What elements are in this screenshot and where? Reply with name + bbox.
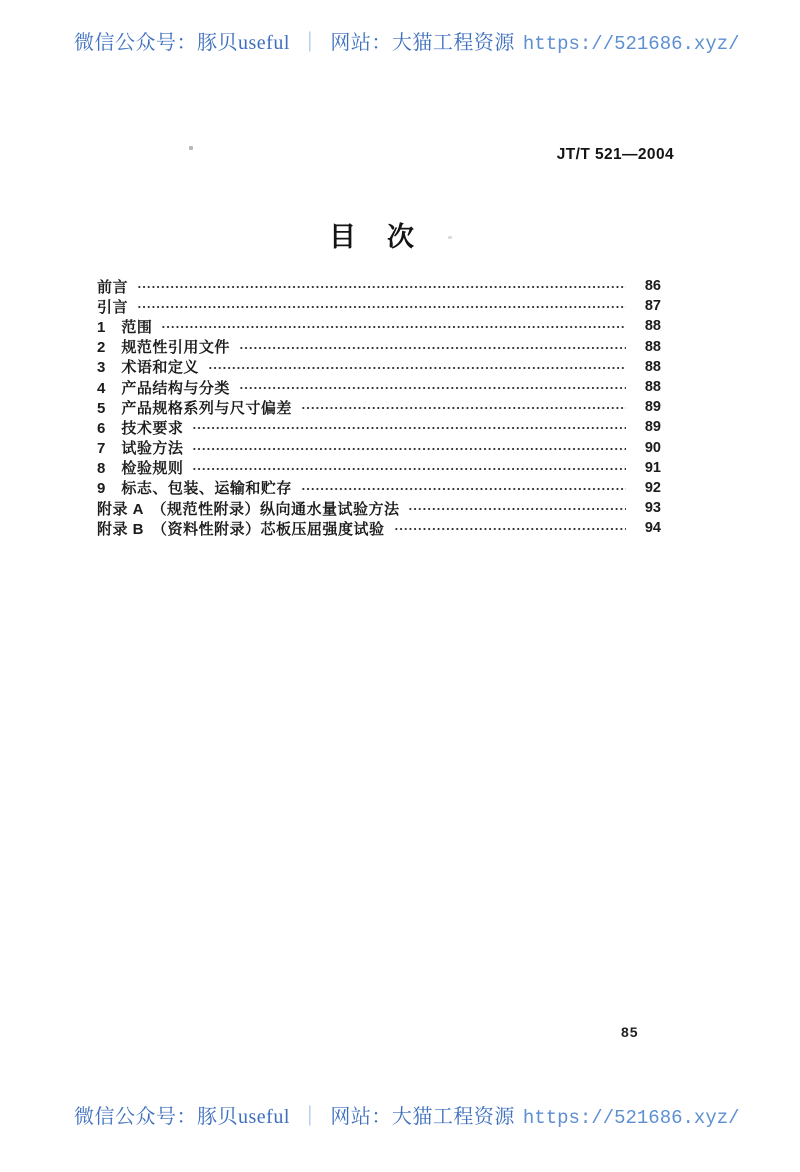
- dot-leader: [239, 342, 626, 354]
- wechat-account: 豚贝useful: [197, 1106, 290, 1128]
- toc-entry: [97, 417, 661, 437]
- toc-entry: [97, 377, 661, 397]
- watermark-top: [74, 26, 774, 55]
- dot-leader: [137, 281, 626, 293]
- site-url: https://521686.xyz/: [522, 33, 740, 55]
- wechat-label: 微信公众号：: [74, 1106, 197, 1128]
- toc-entry: [97, 498, 661, 518]
- toc-entry-page: 91: [644, 459, 661, 476]
- site-url: https://521686.xyz/: [522, 1107, 740, 1129]
- dot-leader: [137, 301, 626, 313]
- page-number: 85: [621, 1024, 639, 1040]
- toc-entry-label: 6 技术要求: [97, 419, 184, 437]
- toc-entry: [97, 397, 661, 417]
- watermark-separator: ｜: [299, 32, 321, 54]
- wechat-account: 豚贝useful: [197, 32, 290, 54]
- dot-leader: [192, 463, 626, 475]
- scan-speck: [189, 146, 193, 150]
- dot-leader: [301, 483, 626, 495]
- toc-entry-page: 88: [644, 338, 661, 355]
- toc-entry: [97, 478, 661, 498]
- dot-leader: [192, 422, 626, 434]
- toc-entry-page: 92: [644, 479, 661, 496]
- dot-leader: [208, 362, 626, 374]
- toc-entry-page: 94: [644, 520, 661, 537]
- toc-entry-label: 8 检验规则: [97, 460, 184, 478]
- toc-entry-label: 3 术语和定义: [97, 359, 199, 377]
- toc-entry-page: 89: [644, 419, 661, 436]
- watermark-separator: ｜: [299, 1106, 321, 1128]
- dot-leader: [301, 402, 626, 414]
- dot-leader: [239, 382, 626, 394]
- dot-leader: [394, 523, 626, 535]
- site-label: 网站：: [330, 1106, 392, 1128]
- page-title: 目 次: [329, 222, 416, 252]
- toc-entry: [97, 518, 661, 538]
- doc-code: JT/T 521—2004: [556, 146, 674, 163]
- toc-entry-label: 1 范围: [97, 318, 153, 336]
- site-name: 大猫工程资源: [391, 32, 515, 54]
- toc-entry: [97, 438, 661, 458]
- toc-entry-label: 5 产品规格系列与尺寸偏差: [97, 399, 292, 417]
- toc-entry-page: 90: [644, 439, 661, 456]
- toc-entry-label: 4 产品结构与分类: [97, 379, 230, 397]
- toc-entry-label: 前言: [97, 278, 129, 296]
- watermark-bottom: [74, 1100, 774, 1129]
- toc-entry-label: 引言: [97, 298, 129, 316]
- dot-leader: [192, 443, 626, 455]
- toc-entry-page: 87: [644, 298, 661, 315]
- toc-entry-label: 7 试验方法: [97, 440, 184, 458]
- toc-entry-page: 88: [644, 318, 661, 335]
- toc-entry: [97, 276, 661, 296]
- toc-entry: [97, 458, 661, 478]
- wechat-label: 微信公众号：: [74, 32, 197, 54]
- toc-entry: [97, 357, 661, 377]
- table-of-contents: [97, 276, 661, 538]
- dot-leader: [161, 321, 626, 333]
- toc-entry: [97, 337, 661, 357]
- toc-entry-label: 附录 A （规范性附录）纵向通水量试验方法: [97, 500, 400, 518]
- toc-entry-label: 9 标志、包装、运输和贮存: [97, 480, 292, 498]
- toc-entry: [97, 316, 661, 336]
- site-name: 大猫工程资源: [391, 1106, 515, 1128]
- toc-entry: [97, 296, 661, 316]
- toc-entry-page: 93: [644, 500, 661, 517]
- toc-entry-label: 2 规范性引用文件: [97, 339, 230, 357]
- dot-leader: [408, 503, 626, 515]
- toc-entry-page: 89: [644, 399, 661, 416]
- toc-entry-page: 88: [644, 379, 661, 396]
- toc-entry-page: 86: [644, 278, 661, 295]
- toc-entry-page: 88: [644, 358, 661, 375]
- toc-entry-label: 附录 B （资料性附录）芯板压屈强度试验: [97, 520, 385, 538]
- site-label: 网站：: [330, 32, 392, 54]
- scan-speck: [448, 236, 452, 239]
